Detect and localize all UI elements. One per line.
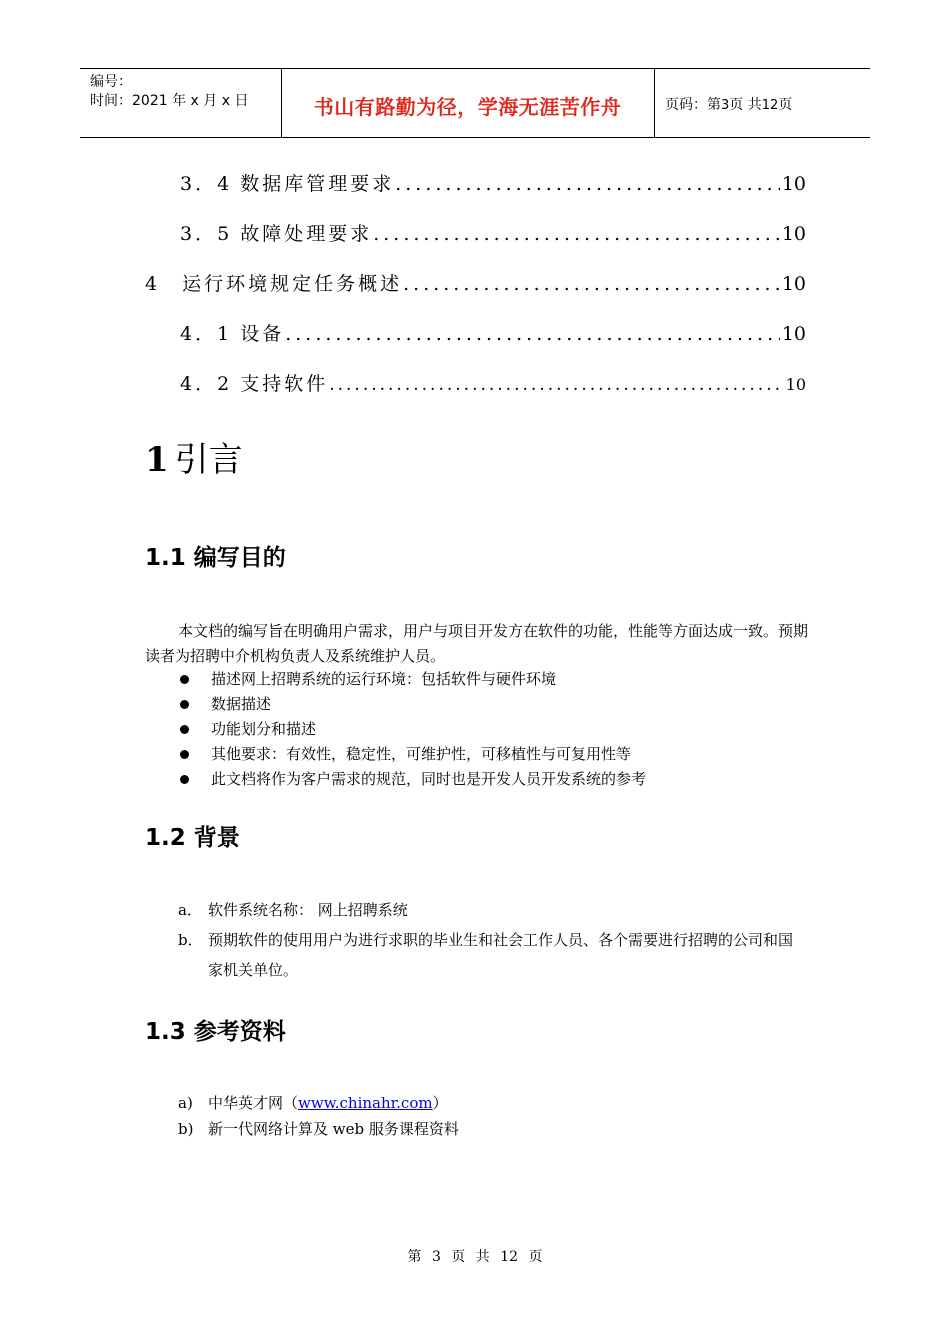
bullet-item: 功能划分和描述 [178, 717, 646, 742]
header-page-current: 3 [721, 98, 730, 113]
purpose-bullet-list [178, 667, 646, 792]
section-heading-1 [145, 438, 243, 482]
toc-entry-page: 10 [781, 323, 806, 345]
toc-leader-dots [395, 170, 780, 198]
page-header [80, 68, 870, 138]
header-page-total: 12 [761, 98, 779, 113]
doc-number-label: 编号： [90, 74, 132, 90]
toc-entry[interactable] [0, 170, 806, 198]
toc-entry-page: 10 [781, 223, 806, 245]
toc-entry-number: 3．5 [180, 223, 233, 245]
toc-entry-number: 4 [145, 273, 161, 295]
bullet-dot-icon [180, 750, 189, 759]
toc-entry-page: 10 [785, 375, 806, 394]
subsection-heading-1-1: 1.1 编写目的 [145, 545, 286, 571]
toc-leader-dots [403, 270, 780, 298]
toc-entry-label: 故障处理要求 [240, 223, 373, 245]
section-number: 1 [145, 440, 169, 480]
bullet-dot-icon [180, 775, 189, 784]
reference-item: a) 中华英才网（www.chinahr.com） [178, 1090, 459, 1116]
bullet-item: 描述网上招聘系统的运行环境：包括软件与硬件环境 [178, 667, 646, 692]
header-divider [654, 69, 655, 137]
references-list [178, 1090, 459, 1142]
background-item: b． 预期软件的使用用户为进行求职的毕业生和社会工作人员、各个需要进行招聘的公司和国家机关单位。 [178, 925, 793, 985]
header-page-indicator: 页码：第3页 共12页 [665, 97, 793, 113]
toc-entry-page: 10 [781, 173, 806, 195]
page-footer: 第 3 页 共 12 页 [407, 1249, 543, 1265]
bullet-item: 数据描述 [178, 692, 646, 717]
toc-entry-page: 10 [781, 273, 806, 295]
toc-entry-label: 设备 [240, 323, 285, 345]
header-meta [90, 73, 248, 111]
toc-entry[interactable] [0, 220, 806, 248]
toc-entry-label: 支持软件 [240, 373, 329, 395]
date-label: 时间：2021 年 x 月 x 日 [90, 93, 249, 109]
toc-entry-label: 运行环境规定任务概述 [182, 273, 403, 295]
list-marker: a． [178, 901, 202, 919]
toc-leader-dots [329, 371, 783, 399]
bullet-dot-icon [180, 675, 189, 684]
toc-leader-dots [373, 220, 780, 248]
section-title: 引言 [174, 440, 243, 480]
list-marker: a) [178, 1094, 193, 1112]
bullet-dot-icon [180, 725, 189, 734]
reference-item: b) 新一代网络计算及 web 服务课程资料 [178, 1116, 459, 1142]
toc-entry-number: 4．1 [180, 323, 233, 345]
list-marker: b) [178, 1120, 194, 1138]
bullet-item: 此文档将作为客户需求的规范，同时也是开发人员开发系统的参考 [178, 767, 646, 792]
toc-entry-label: 数据库管理要求 [240, 173, 395, 195]
subsection-heading-1-2: 1.2 背景 [145, 825, 240, 851]
toc-entry-number: 3．4 [180, 173, 233, 195]
background-list [178, 895, 793, 985]
bullet-item: 其他要求：有效性，稳定性，可维护性，可移植性与可复用性等 [178, 742, 646, 767]
header-motto: 书山有路勤为径，学海无涯苦作舟 [313, 95, 622, 119]
chinahr-link[interactable]: www.chinahr.com [298, 1094, 433, 1112]
toc-entry[interactable] [0, 320, 806, 348]
toc-entry[interactable] [0, 270, 806, 298]
list-marker: b． [178, 931, 203, 949]
background-item: a． 软件系统名称： 网上招聘系统 [178, 895, 793, 925]
toc-entry-number: 4．2 [180, 373, 233, 395]
bullet-dot-icon [180, 700, 189, 709]
toc-entry[interactable] [0, 370, 806, 398]
subsection-heading-1-3: 1.3 参考资料 [145, 1019, 286, 1045]
toc-leader-dots [285, 320, 780, 348]
purpose-paragraph: 本文档的编写旨在明确用户需求，用户与项目开发方在软件的功能，性能等方面达成一致。预期读者为招聘中介机构负责人及系统维护人员。 [145, 622, 809, 665]
